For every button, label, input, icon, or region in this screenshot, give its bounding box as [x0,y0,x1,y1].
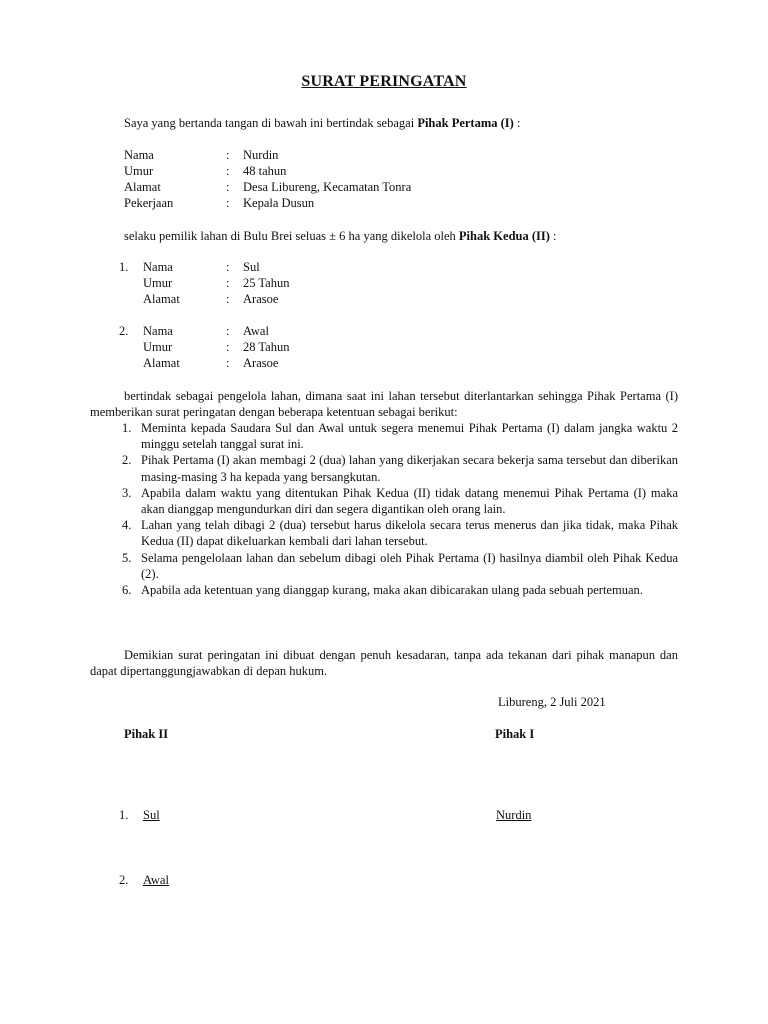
p2b-name-value: Awal [243,324,269,338]
statement-bold: Pihak Kedua (II) [458,229,550,243]
list-item-text: Lahan yang telah dibagi 2 (dua) tersebut harus dikelola secara terus menerus dan jika tidak, maka Pihak Kedua (II) dapat dikeluarkan kembali dari lahan tersebut. [141,518,678,549]
p1-name-value: Nurdin [243,148,279,162]
list-item-text: Apabila dalam waktu yang ditentukan Pihak Kedua (II) tidak datang menemui Pihak Pertama (I) maka akan dianggap mengundurkan diri dan segera digantikan oleh orang lain. [141,485,678,517]
closing-paragraph: Demikian surat peringatan ini dibuat dengan penuh kesadaran, tanpa ada tekanan dari pihak manapun dan dapat dipertanggungjawabkan di depan hukum. [90,648,678,679]
statement-end: : [549,229,557,243]
p2b-age-value: 28 Tahun [243,340,290,354]
list-item [122,550,678,582]
p2a-age-value: 25 Tahun [243,276,290,290]
intro-text: Saya yang bertanda tangan di bawah ini bertindak sebagai [124,116,418,130]
p1-job-value: Kepala Dusun [243,196,315,210]
list-item [122,452,678,484]
colon: : [226,276,230,290]
signature-number: 1. [119,808,129,822]
p1-address-label: Alamat [124,180,161,194]
signature-name-awal: Awal [143,873,169,887]
p2b-age-label: Umur [143,340,173,354]
p2a-address-label: Alamat [143,292,180,306]
p2a-name-label: Nama [143,260,173,274]
p1-name-label: Nama [124,148,154,162]
colon: : [226,292,230,306]
p2a-age-label: Umur [143,276,173,290]
p2b-address-label: Alamat [143,356,180,370]
signature-number: 2. [119,873,129,887]
colon: : [226,148,230,162]
provisions-list [122,420,678,598]
p1-address-value: Desa Libureng, Kecamatan Tonra [243,180,412,194]
intro-end: : [513,116,521,130]
colon: : [226,164,230,178]
intro-line [124,116,520,131]
p2a-name-value: Sul [243,260,260,274]
signature-heading-left: Pihak II [124,727,169,741]
p1-job-label: Pekerjaan [124,196,174,210]
list-item-text: Selama pengelolaan lahan dan sebelum dibagi oleh Pihak Pertama (I) hasilnya diambil oleh Pihak Kedua (2). [141,550,678,581]
p2b-name-label: Nama [143,324,173,338]
p2-item-number: 2. [119,324,129,338]
list-item-text: Meminta kepada Saudara Sul dan Awal untuk segera menemui Pihak Pertama (I) dalam jangka waktu 2 minggu setelah tanggal surat ini. [141,421,678,452]
body-paragraph: bertindak sebagai pengelola lahan, dimana saat ini lahan tersebut diterlantarkan sehingga Pihak Pertama (I) memberikan surat peringatan dengan beberapa ketentuan sebagai berikut: [90,389,678,420]
p2a-address-value: Arasoe [243,292,279,306]
p1-age-value: 48 tahun [243,164,287,178]
list-item-number: 6. [122,583,132,598]
colon: : [226,180,230,194]
place-date: Libureng, 2 Juli 2021 [498,695,606,709]
colon: : [226,356,230,370]
document-title: SURAT PERINGATAN [301,73,467,90]
statement-text: selaku pemilik lahan di Bulu Brei seluas ± 6 ha yang dikelola oleh [124,229,459,243]
signature-name-nurdin: Nurdin [496,808,532,822]
p1-age-label: Umur [124,164,154,178]
colon: : [226,324,230,338]
list-item-number: 3. [122,485,132,500]
p2-item-number: 1. [119,260,129,274]
list-item [122,517,678,549]
list-item [122,420,678,452]
colon: : [226,340,230,354]
list-item-number: 2. [122,453,132,468]
list-item [122,485,678,517]
colon: : [226,260,230,274]
signature-name-sul: Sul [143,808,160,822]
list-item-number: 5. [122,550,132,565]
list-item [122,582,678,598]
list-item-text: Apabila ada ketentuan yang dianggap kurang, maka akan dibicarakan ulang pada sebuah pertemuan. [141,583,643,598]
p2b-address-value: Arasoe [243,356,279,370]
signature-heading-right: Pihak I [495,727,535,741]
list-item-text: Pihak Pertama (I) akan membagi 2 (dua) lahan yang dikerjakan secara bekerja sama tersebut dan diberikan masing-masing 3 ha kepada yang bersangkutan. [141,453,678,484]
list-item-number: 1. [122,421,132,435]
statement-line [124,229,557,244]
intro-bold: Pihak Pertama (I) [417,116,514,130]
list-item-number: 4. [122,518,132,533]
colon: : [226,196,230,210]
